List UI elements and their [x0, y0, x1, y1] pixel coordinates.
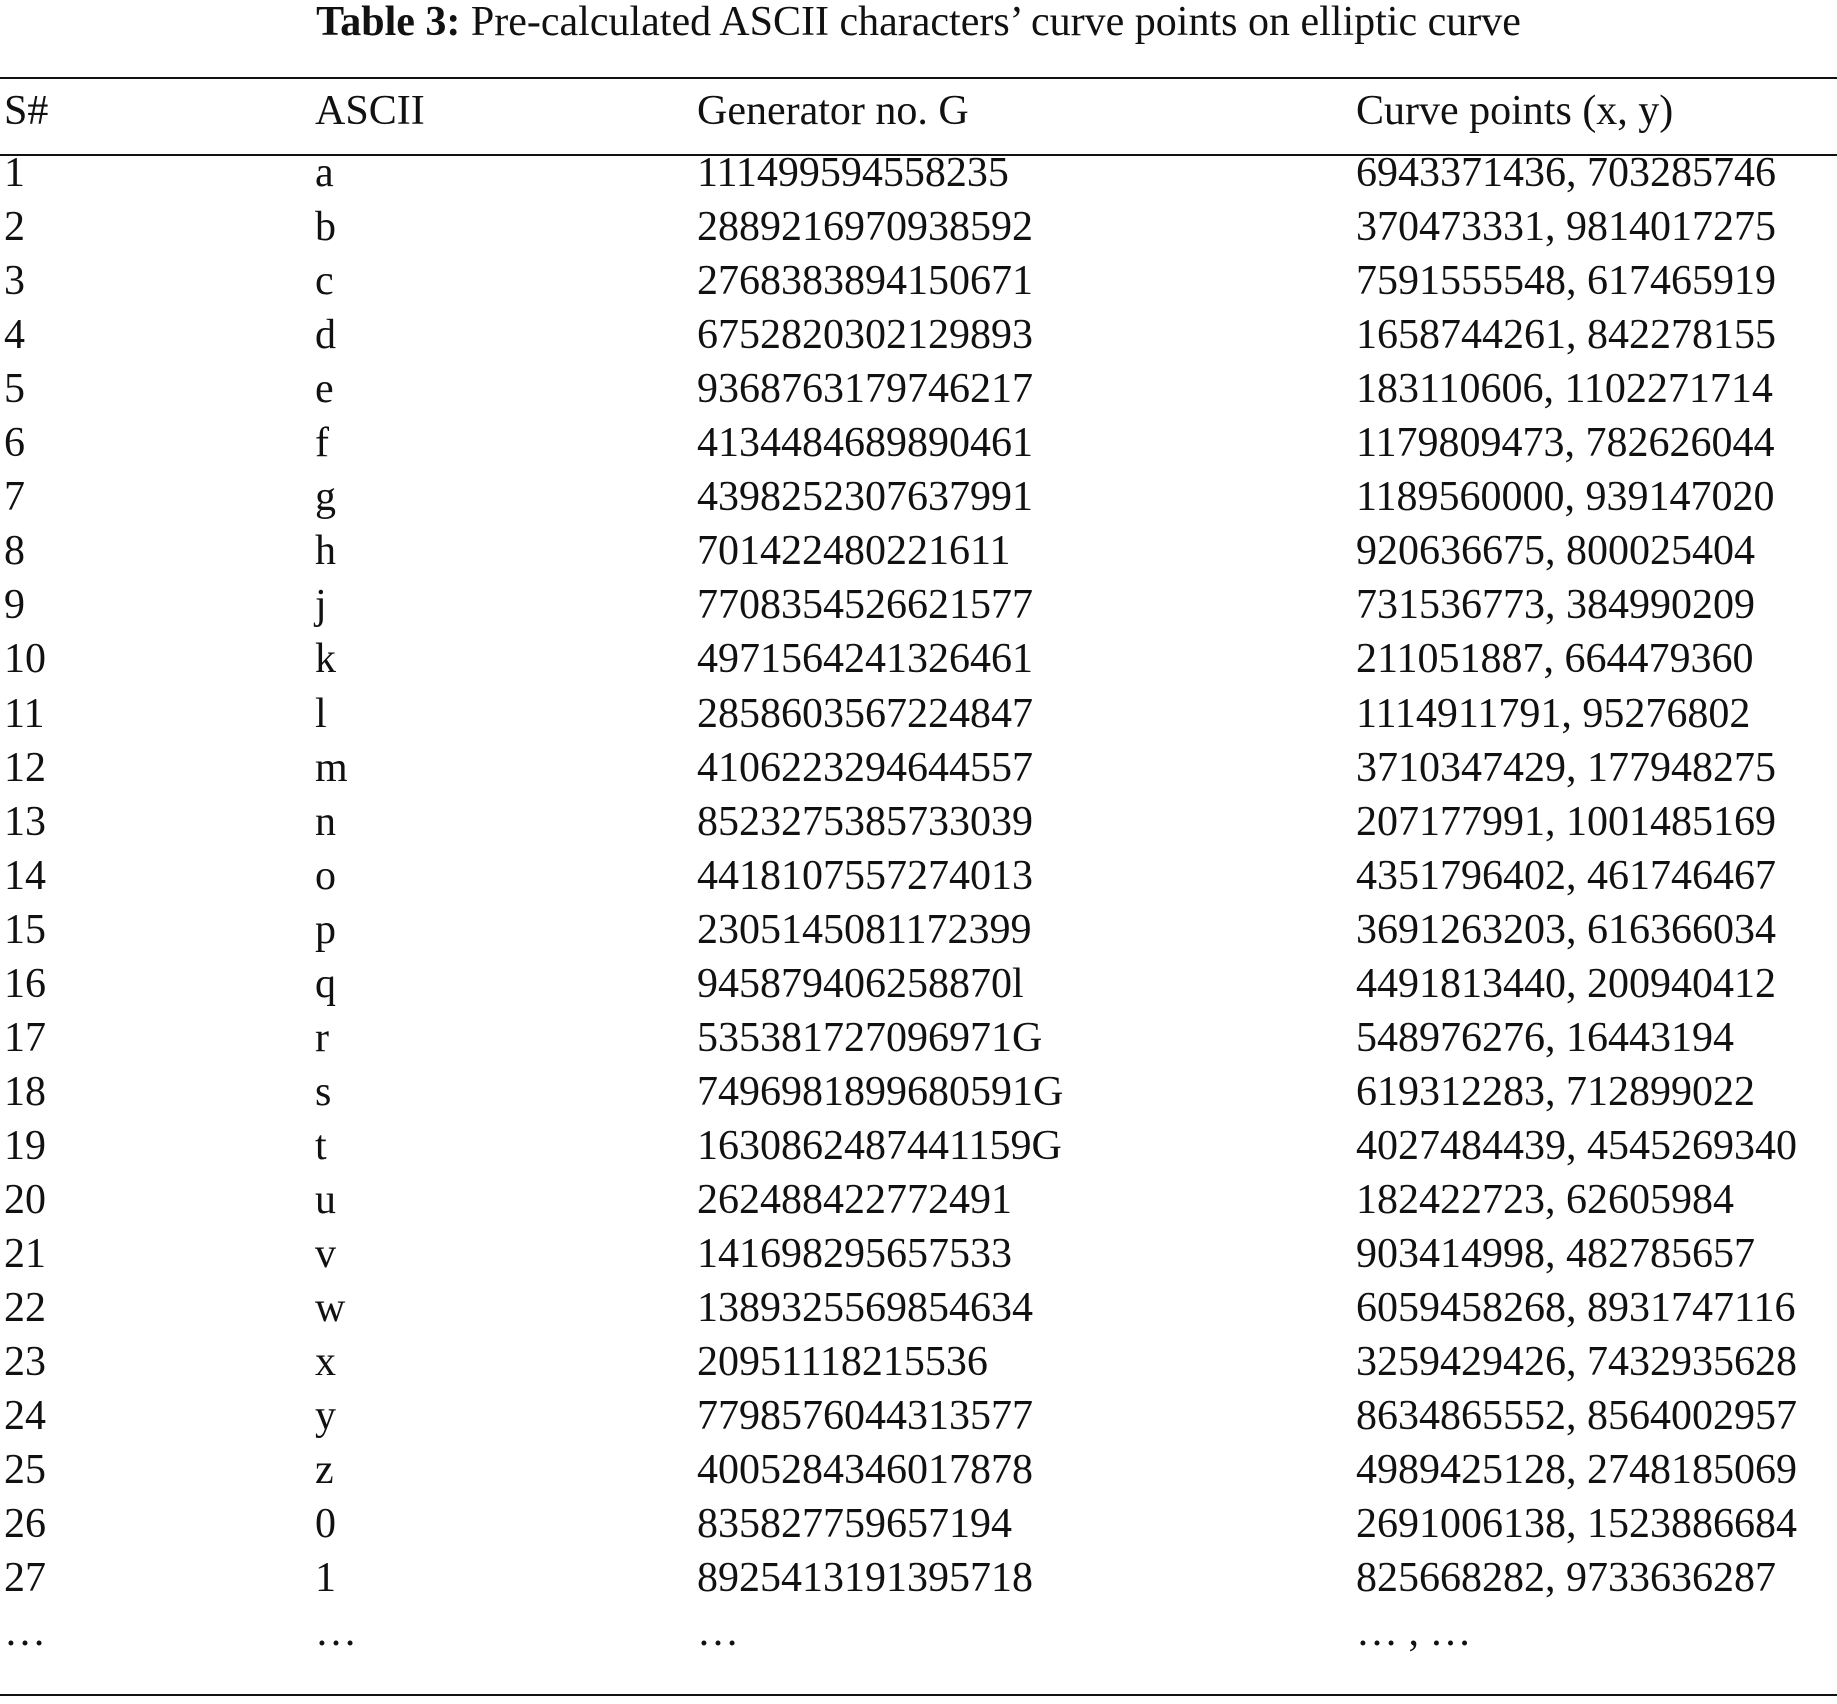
header-serial-number: S# — [4, 88, 49, 134]
serial-number-cell: 7 — [4, 474, 25, 521]
table-row — [0, 957, 1837, 1011]
serial-number-cell: 22 — [4, 1285, 46, 1332]
serial-number-cell: 21 — [4, 1231, 46, 1277]
generator-number-cell: 1630862487441159G — [697, 1122, 1062, 1169]
ascii-char-cell: b — [315, 204, 336, 251]
serial-number-cell: 23 — [4, 1339, 46, 1386]
serial-number-cell: 6 — [4, 420, 25, 467]
curve-points-cell: 211051887, 664479360 — [1356, 636, 1754, 683]
generator-number-cell: 262488422772491 — [697, 1176, 1012, 1223]
generator-number-cell: 701422480221611 — [697, 528, 1011, 575]
generator-number-cell: 2889216970938592 — [697, 204, 1033, 251]
curve-points-cell: 370473331, 9814017275 — [1356, 204, 1776, 251]
table-row — [0, 795, 1837, 849]
ascii-char-cell: t — [315, 1122, 327, 1169]
ascii-char-cell: x — [315, 1339, 336, 1386]
table-row — [0, 1281, 1837, 1335]
table-row — [0, 1011, 1837, 1065]
table-row — [0, 741, 1837, 795]
curve-points-cell: 7591555548, 617465919 — [1356, 258, 1776, 305]
ascii-char-cell: p — [315, 906, 336, 953]
table-row — [0, 524, 1837, 578]
ascii-char-cell: m — [315, 744, 348, 791]
curve-points-cell: 3259429426, 7432935628 — [1356, 1339, 1797, 1386]
table-top-rule — [0, 77, 1837, 79]
ascii-char-cell: … — [315, 1609, 357, 1656]
header-generator-number: Generator no. G — [697, 88, 969, 134]
curve-points-cell: 4351796402, 461746467 — [1356, 852, 1776, 899]
ascii-char-cell: c — [315, 258, 334, 305]
ascii-char-cell: r — [315, 1014, 329, 1061]
generator-number-cell: 4134484689890461 — [697, 420, 1033, 467]
curve-points-cell: … , … — [1356, 1609, 1472, 1656]
serial-number-cell: 27 — [4, 1555, 46, 1602]
serial-number-cell: 18 — [4, 1068, 46, 1115]
table-row — [0, 1497, 1837, 1551]
curve-points-cell: 731536773, 384990209 — [1356, 582, 1755, 629]
ascii-char-cell: l — [315, 690, 327, 737]
curve-points-cell: 1179809473, 782626044 — [1356, 420, 1775, 467]
ascii-char-cell: a — [315, 150, 334, 196]
serial-number-cell: 25 — [4, 1447, 46, 1494]
ascii-char-cell: s — [315, 1068, 332, 1115]
serial-number-cell: 20 — [4, 1176, 46, 1223]
curve-points-cell: 619312283, 712899022 — [1356, 1068, 1755, 1115]
ascii-char-cell: n — [315, 798, 336, 845]
serial-number-cell: 10 — [4, 636, 46, 683]
curve-points-cell: 920636675, 800025404 — [1356, 528, 1755, 575]
generator-number-cell: 4418107557274013 — [697, 852, 1033, 899]
generator-number-cell: 9368763179746217 — [697, 366, 1033, 413]
table-row — [0, 1173, 1837, 1227]
table-row — [0, 1443, 1837, 1497]
generator-number-cell: 4971564241326461 — [697, 636, 1033, 683]
ascii-char-cell: 1 — [315, 1555, 336, 1602]
curve-points-cell: 2691006138, 1523886684 — [1356, 1501, 1797, 1548]
ascii-char-cell: 0 — [315, 1501, 336, 1548]
table-row — [0, 578, 1837, 632]
table-row — [0, 470, 1837, 524]
ascii-char-cell: k — [315, 636, 336, 683]
generator-number-cell: 8925413191395718 — [697, 1555, 1033, 1602]
curve-points-cell: 825668282, 9733636287 — [1356, 1555, 1776, 1602]
curve-points-cell: 3691263203, 616366034 — [1356, 906, 1776, 953]
serial-number-cell: 26 — [4, 1501, 46, 1548]
ascii-char-cell: v — [315, 1231, 336, 1277]
table-row — [0, 200, 1837, 254]
table-row — [0, 416, 1837, 470]
caption-text: Pre-calculated ASCII characters’ curve points on elliptic curve — [470, 0, 1521, 45]
ascii-char-cell: f — [315, 420, 329, 467]
serial-number-cell: 14 — [4, 852, 46, 899]
generator-number-cell: 20951118215536 — [697, 1339, 988, 1386]
curve-points-cell: 1658744261, 842278155 — [1356, 312, 1776, 359]
serial-number-cell: 16 — [4, 960, 46, 1007]
table-row — [0, 687, 1837, 741]
generator-number-cell: 945879406258870l — [697, 960, 1024, 1007]
generator-number-cell: 4398252307637991 — [697, 474, 1033, 521]
table-row — [0, 849, 1837, 903]
table-row — [0, 254, 1837, 308]
table-header-row — [0, 84, 1837, 138]
generator-number-cell: 835827759657194 — [697, 1501, 1012, 1548]
table-row — [0, 1389, 1837, 1443]
ascii-char-cell: j — [315, 582, 327, 629]
table-caption — [0, 0, 1837, 52]
generator-number-cell: 6752820302129893 — [697, 312, 1033, 359]
curve-points-cell: 4989425128, 2748185069 — [1356, 1447, 1797, 1494]
generator-number-cell: 4106223294644557 — [697, 744, 1033, 791]
caption-label: Table 3: — [316, 0, 461, 45]
table-row — [0, 308, 1837, 362]
header-curve-points: Curve points (x, y) — [1356, 88, 1674, 134]
serial-number-cell: 9 — [4, 582, 25, 629]
generator-number-cell: 2858603567224847 — [697, 690, 1033, 737]
ascii-char-cell: d — [315, 312, 336, 359]
table-row — [0, 903, 1837, 957]
ascii-char-cell: y — [315, 1393, 336, 1440]
table-bottom-rule — [0, 1694, 1837, 1696]
ascii-char-cell: o — [315, 852, 336, 899]
serial-number-cell: 2 — [4, 204, 25, 251]
serial-number-cell: 3 — [4, 258, 25, 305]
generator-number-cell: 535381727096971G — [697, 1014, 1043, 1061]
ascii-char-cell: u — [315, 1176, 336, 1223]
curve-points-cell: 207177991, 1001485169 — [1356, 798, 1776, 845]
curve-points-cell: 1114911791, 95276802 — [1356, 690, 1751, 737]
table-row — [0, 1065, 1837, 1119]
generator-number-cell: 7798576044313577 — [697, 1393, 1033, 1440]
curve-points-cell: 182422723, 62605984 — [1356, 1176, 1734, 1223]
curve-points-cell: 183110606, 1102271714 — [1356, 366, 1773, 413]
generator-number-cell: 7708354526621577 — [697, 582, 1033, 629]
table-row — [0, 362, 1837, 416]
curve-points-cell: 548976276, 16443194 — [1356, 1014, 1734, 1061]
serial-number-cell: 11 — [4, 690, 45, 737]
table-row — [0, 1119, 1837, 1173]
serial-number-cell: 17 — [4, 1014, 46, 1061]
table-row — [0, 1227, 1837, 1281]
curve-points-cell: 3710347429, 177948275 — [1356, 744, 1776, 791]
curve-points-cell: 903414998, 482785657 — [1356, 1231, 1755, 1277]
serial-number-cell: 24 — [4, 1393, 46, 1440]
serial-number-cell: 4 — [4, 312, 25, 359]
table-row — [0, 632, 1837, 686]
generator-number-cell: 7496981899680591G — [697, 1068, 1064, 1115]
ascii-char-cell: w — [315, 1285, 346, 1332]
serial-number-cell: … — [4, 1609, 46, 1656]
table-row — [0, 146, 1837, 200]
generator-number-cell: 2768383894150671 — [697, 258, 1033, 305]
table-row — [0, 1605, 1837, 1659]
generator-number-cell: 141698295657533 — [697, 1231, 1012, 1277]
curve-points-cell: 6059458268, 8931747116 — [1356, 1285, 1796, 1332]
curve-points-cell: 1189560000, 939147020 — [1356, 474, 1775, 521]
serial-number-cell: 8 — [4, 528, 25, 575]
table-row — [0, 1551, 1837, 1605]
ascii-char-cell: z — [315, 1447, 334, 1494]
curve-points-cell: 6943371436, 703285746 — [1356, 150, 1776, 196]
generator-number-cell: 2305145081172399 — [697, 906, 1032, 953]
generator-number-cell: 111499594558235 — [697, 150, 1009, 196]
ascii-char-cell: e — [315, 366, 334, 413]
serial-number-cell: 12 — [4, 744, 46, 791]
curve-points-cell: 8634865552, 8564002957 — [1356, 1393, 1797, 1440]
serial-number-cell: 5 — [4, 366, 25, 413]
curve-points-cell: 4491813440, 200940412 — [1356, 960, 1776, 1007]
ascii-char-cell: g — [315, 474, 336, 521]
table-row — [0, 1335, 1837, 1389]
ascii-char-cell: q — [315, 960, 336, 1007]
curve-points-cell: 4027484439, 4545269340 — [1356, 1122, 1797, 1169]
serial-number-cell: 19 — [4, 1122, 46, 1169]
serial-number-cell: 15 — [4, 906, 46, 953]
generator-number-cell: … — [697, 1609, 739, 1656]
generator-number-cell: 4005284346017878 — [697, 1447, 1033, 1494]
generator-number-cell: 1389325569854634 — [697, 1285, 1033, 1332]
header-ascii: ASCII — [315, 88, 425, 134]
generator-number-cell: 8523275385733039 — [697, 798, 1033, 845]
serial-number-cell: 13 — [4, 798, 46, 845]
ascii-char-cell: h — [315, 528, 336, 575]
serial-number-cell: 1 — [4, 150, 25, 196]
